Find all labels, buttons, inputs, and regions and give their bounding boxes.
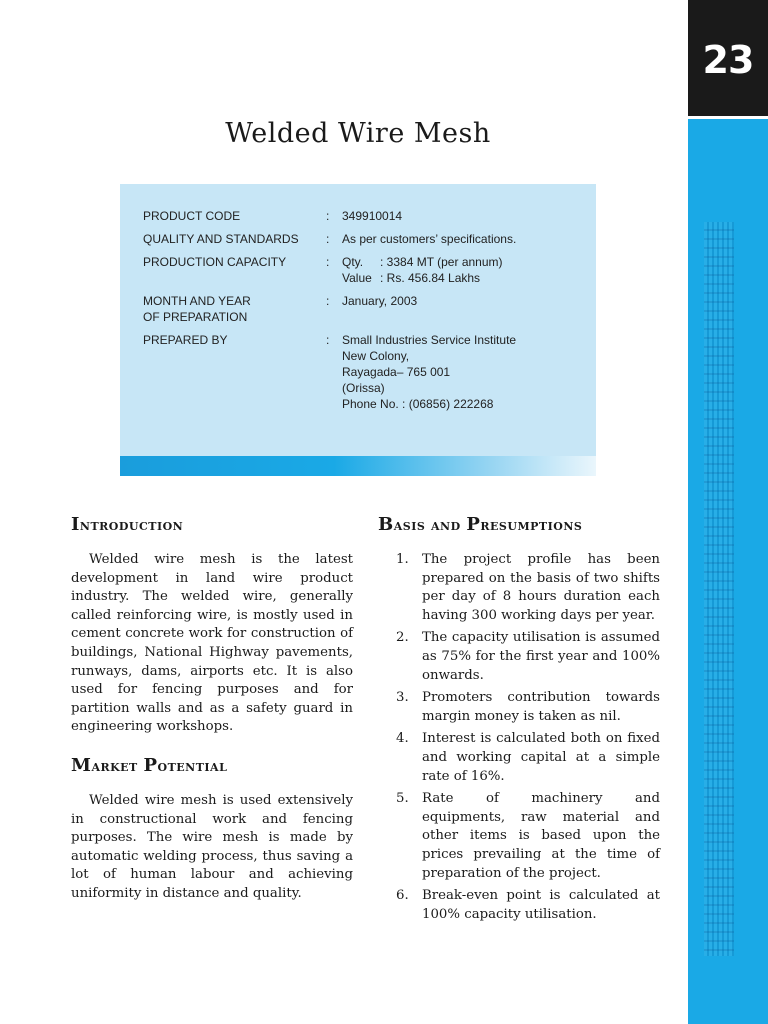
address-line: Phone No. : (06856) 222268 (342, 397, 494, 411)
info-label: PRODUCT CODE (143, 209, 241, 223)
list-item: 2. The capacity utilisation is assumed as 75% for the first year and 100% onwards. (396, 630, 660, 683)
introduction-text: Welded wire mesh is the latest development in land wire product industry. The welded wire, generally called reinforcing wire, is mostly used in cement concrete work for construction of buildings, National Highway pavements, runways, dams, airports etc. It is also used for fencing purposes and for partition walls and as a safety guard in engineering workshops. (71, 552, 353, 735)
info-colon: : (326, 209, 330, 223)
side-divider (688, 116, 768, 119)
market-potential-text: Welded wire mesh is used extensively in constructional work and fencing purposes. The wire mesh is made by automatic welding process, thus saving a lot of human labour and achieving uniformity in distance and quality. (71, 792, 353, 901)
capacity-value (342, 270, 583, 286)
info-row-quality (143, 231, 583, 247)
capacity-qty-value: : 3384 MT (per annum) (380, 255, 503, 269)
address-line: Small Industries Service Institute (342, 333, 517, 347)
basis-heading: Basis and Presumptions (378, 514, 583, 535)
info-row-month (143, 293, 583, 325)
introduction-heading: Introduction (71, 514, 184, 535)
side-pattern (704, 222, 734, 956)
list-item: 3. Promoters contribution towards margin money is taken as nil. (396, 690, 660, 724)
info-colon: : (326, 255, 330, 269)
info-value: 349910014 (342, 209, 403, 223)
info-colon: : (326, 333, 330, 347)
list-item: 4. Interest is calculated both on fixed and working capital at a simple rate of 16%. (396, 731, 660, 784)
info-row-capacity (143, 254, 583, 286)
info-label-line: MONTH AND YEAR (143, 294, 251, 308)
info-label-part: ION CAPACITY (202, 255, 287, 269)
left-column (71, 514, 353, 922)
list-item: 6. Break-even point is calculated at 100% capacity utilisation. (396, 888, 660, 922)
address-line: (Orissa) (342, 381, 385, 395)
info-value (342, 332, 583, 412)
page-number: 23 (702, 38, 754, 82)
capacity-qty-key: Qty. (342, 255, 364, 269)
capacity-value-value: : Rs. 456.84 Lakhs (380, 271, 481, 285)
address-line: Rayagada– 765 001 (342, 365, 451, 379)
info-colon: : (326, 232, 330, 246)
info-value: January, 2003 (342, 294, 418, 308)
address-line: New Colony, (342, 349, 410, 363)
list-item: 1. The project profile has been prepared on the basis of two shifts per day of 8 hours duration each having 300 working days per year. (396, 552, 660, 623)
basis-list (378, 551, 660, 924)
list-item: 5. Rate of machinery and equipments, raw material and other items is based upon the prices prevailing at the time of preparation of the project. (396, 791, 660, 881)
page-title: Welded Wire Mesh (225, 118, 491, 149)
info-label (143, 293, 326, 325)
info-value (342, 254, 583, 286)
info-label: QUALITY AND STANDARDS (143, 232, 299, 246)
capacity-qty (342, 254, 583, 270)
info-label (143, 254, 326, 286)
info-label-part: PRODUCT (143, 255, 203, 269)
info-label-line: OF PREPARATION (143, 310, 248, 324)
info-label: PREPARED BY (143, 333, 228, 347)
market-potential-heading: Market Potential (71, 754, 228, 776)
right-column (378, 514, 660, 928)
info-colon: : (326, 294, 330, 308)
product-info-grid (143, 208, 583, 419)
capacity-value-key: Value (342, 271, 372, 285)
info-box-gradient-bar (120, 456, 596, 476)
info-value: As per customers’ specifications. (342, 232, 517, 246)
info-row-product-code (143, 208, 583, 224)
info-row-prepared-by (143, 332, 583, 412)
